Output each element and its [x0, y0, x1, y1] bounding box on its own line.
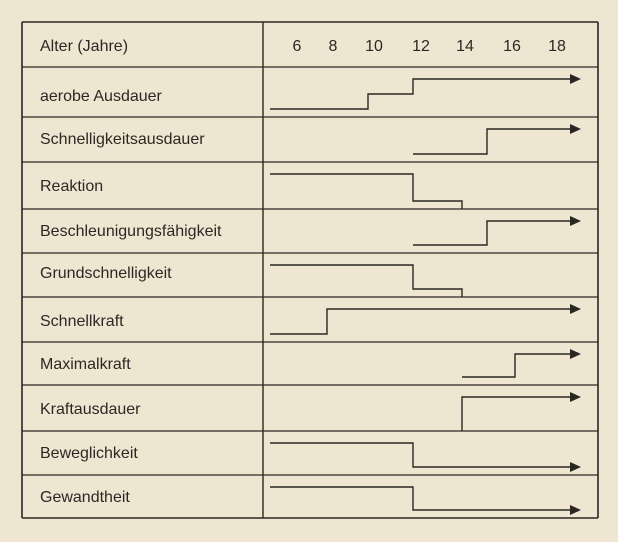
step-path — [462, 397, 578, 431]
age-tick: 10 — [365, 38, 383, 55]
step-line — [270, 174, 462, 209]
arrowhead — [570, 216, 581, 226]
age-tick: 12 — [412, 38, 430, 55]
arrowhead — [570, 349, 581, 359]
step-line — [270, 74, 581, 109]
step-line — [270, 265, 462, 297]
row-label: Gewandtheit — [40, 489, 130, 506]
step-path — [413, 129, 578, 154]
step-path — [270, 443, 578, 467]
row-label: Beweglichkeit — [40, 445, 138, 462]
row-label: Maximalkraft — [40, 356, 131, 373]
row-label: Kraftausdauer — [40, 401, 141, 418]
step-path — [413, 221, 578, 245]
arrowhead — [570, 74, 581, 84]
step-path — [270, 174, 462, 209]
age-tick: 8 — [328, 38, 338, 55]
step-line — [270, 443, 581, 472]
age-tick: 6 — [292, 38, 302, 55]
row-label: Reaktion — [40, 178, 104, 195]
step-line — [462, 349, 581, 377]
row-label: Grundschnelligkeit — [40, 265, 172, 282]
step-path — [270, 309, 578, 334]
step-line — [270, 304, 581, 334]
arrowhead — [570, 392, 581, 402]
step-path — [270, 265, 462, 297]
row-label: Schnellkraft — [40, 313, 124, 330]
age-tick: 14 — [456, 38, 474, 55]
step-path — [270, 487, 578, 510]
arrowhead — [570, 462, 581, 472]
arrowhead — [570, 505, 581, 515]
row-label: Beschleunigungsfähigkeit — [40, 223, 222, 240]
step-path — [462, 354, 578, 377]
step-line — [413, 124, 581, 154]
age-tick: 18 — [548, 38, 566, 55]
row-label: Schnelligkeitsausdauer — [40, 131, 205, 148]
age-tick: 16 — [503, 38, 521, 55]
step-line — [462, 392, 581, 431]
step-line — [413, 216, 581, 245]
arrowhead — [570, 304, 581, 314]
step-path — [270, 79, 578, 109]
arrowhead — [570, 124, 581, 134]
header-label: Alter (Jahre) — [40, 38, 129, 55]
step-line — [270, 487, 581, 515]
row-label: aerobe Ausdauer — [40, 88, 162, 105]
